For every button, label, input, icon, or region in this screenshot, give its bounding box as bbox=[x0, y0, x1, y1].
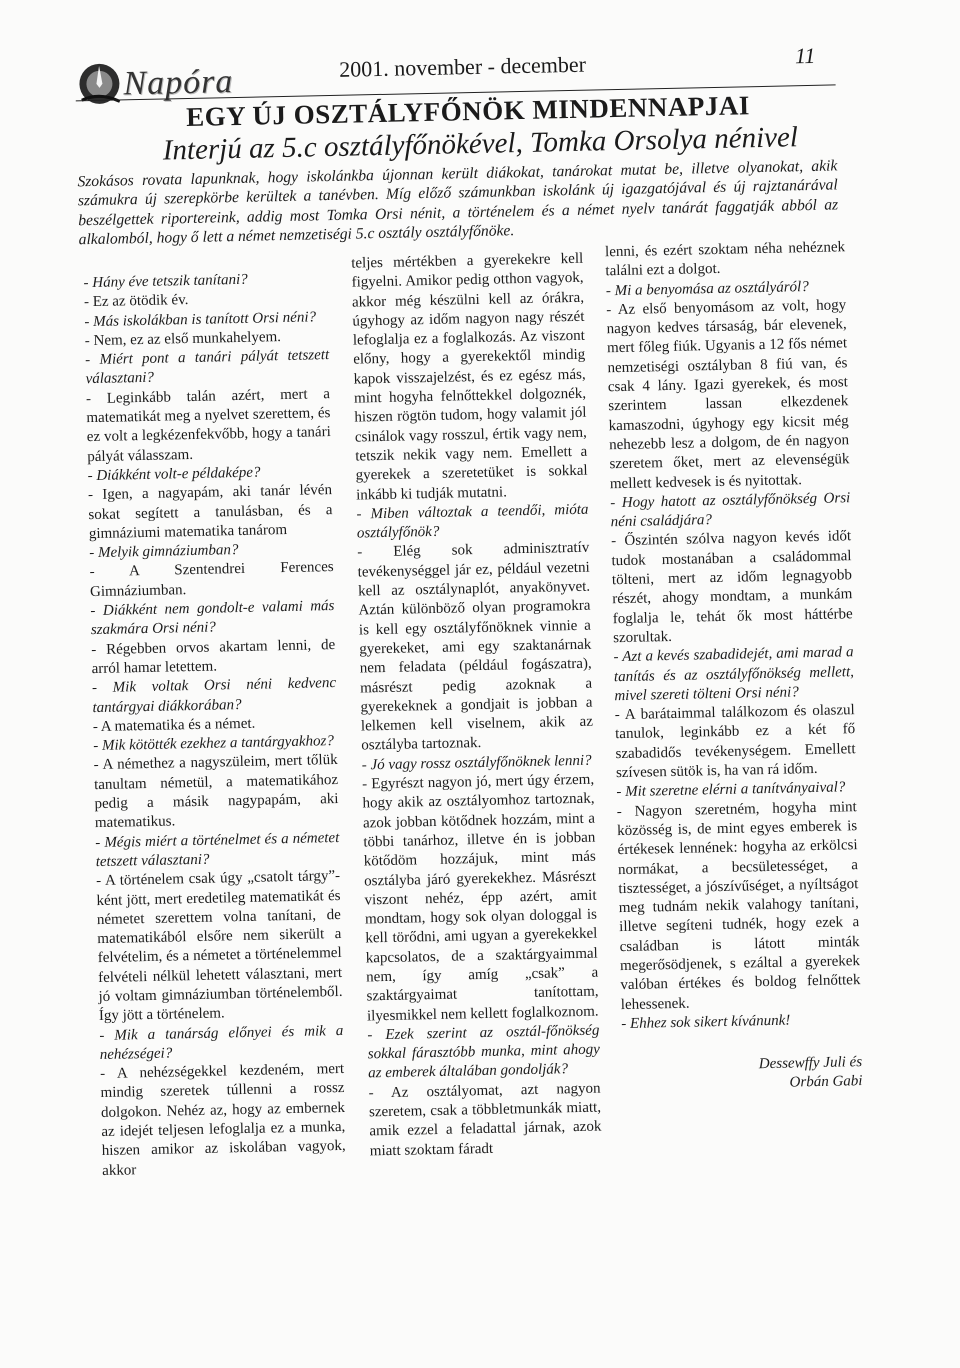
interview-question: - Mik kötötték ezekhez a tantárgyakhoz? bbox=[93, 733, 335, 755]
interview-column-3 bbox=[605, 238, 863, 1097]
interview-answer: lenni, és ezért szoktam néha nehéznek találni ezt a dolgot. bbox=[604, 239, 846, 280]
interview-question: - Mi a benyomása az osztályáról? bbox=[605, 278, 809, 299]
interview-answer: - Igen, a nagyapám, aki tanár lévén sokat segített a tanulásban, és a gimnáziumi matematika tanárom bbox=[87, 482, 333, 543]
interview-question: - Más iskolákban is tanított Orsi néni? bbox=[84, 308, 317, 330]
interview-answer: - Ez az ötödik év. bbox=[83, 292, 189, 311]
interview-question: - Hogy hatott az osztályfőnökség Orsi néni családjára? bbox=[610, 490, 851, 531]
interview-column-2 bbox=[351, 250, 602, 1162]
interview-question: - Jó vagy rossz osztályfőnöknek lenni? bbox=[361, 752, 592, 774]
sundial-logo-icon bbox=[75, 57, 124, 110]
interview-question: - Melyik gimnáziumban? bbox=[89, 542, 239, 562]
author-signature bbox=[622, 1053, 863, 1097]
interview-answer: - Nem, ez az első munkahelyem. bbox=[84, 328, 282, 350]
interview-answer: - Leginkább talán azért, mert a matematikát meg a nyelvet szerettem, és ez volt a legkézenfekvőbb, hogy a tanári pályát válasszam. bbox=[85, 385, 331, 465]
interview-answer: - A barátaimmal találkozom és olaszul tanulok, leginkább ez a két fő szabadidős tevékenységem. Emellett szívesen sütök is, ha van rá időm. bbox=[614, 702, 856, 782]
interview-answer: - Nagyon szeretném, hogyha mint közösség is, de mint egyes emberek is értékesek lennének: hogyha az erkölcsi normákat, a becsületességet, a tisztességet, a jószívűséget, a nyíltságot meg tudnám nekik valahogy tanítani, illetve segíteni tudnék, hogy ezek a családban is látott minták megerősödjenek, s ezáltal a gyerekek valóban értékes és boldog felnőttek lehessenek. bbox=[616, 798, 861, 1013]
logo-wordmark: Napóra bbox=[123, 63, 234, 103]
interview-question: - Ehhez sok sikert kívánunk! bbox=[621, 1012, 791, 1032]
interview-answer: - Régebben orvos akartam lenni, de arról hamar letettem. bbox=[91, 636, 336, 678]
interview-question: - Mik a tanárság előnyei és mik a nehézségei? bbox=[99, 1022, 344, 1063]
article-subtitle: Interjú az 5.c osztályfőnökével, Tomka Orsolya nénivel bbox=[162, 121, 799, 167]
interview-answer: - Egyrészt nagyon jó, mert úgy érzem, hogy akik az osztályomhoz tartoznak, azok jobban kötődnek hozzám, mint a többi tanárhoz, illetve én is jobban kötődöm hozzájuk, mint más osztályba járó gyerekekhez. Másrészt viszont nehéz, épp azért, amit mondtam, hogy sok olyan dologgal is kell törődni, ami ugyan a gyerekekkel kapcsolatos, de a szaktárgyaimmal nem, így amíg „csak” a szaktárgyaimat tanítottam, ilyesmikkel nem kellett foglalkoznom. bbox=[361, 771, 599, 1025]
interview-answer: - Az osztályomat, azt nagyon szeretem, csak a többletmunkák miatt, amik ezzel a feladattal járnak, azok miatt szoktam fáradt bbox=[368, 1080, 602, 1160]
interview-question: - Hány éve tetszik tanítani? bbox=[83, 271, 248, 292]
interview-question: - Miért pont a tanári pályát tetszett választani? bbox=[85, 347, 330, 388]
article-intro: Szokásos rovata lapunknak, hogy iskolánkba újonnan került diákokat, tanárokat mutat be, illetve olyanokat, akik számukra új szerepkörbe kerültek a tanévben. Míg előző számunkban iskolánk új igazgatójával és új rajztanárával beszélgettek riportereink, addig most Tomka Orsi nénit, a történelem és a német nyelv tanárát faggatják abból az alkalomból, hogy ő lett a német nemzetiségi 5.c osztály osztályfőnöke. bbox=[77, 157, 839, 249]
interview-answer: - Elég sok adminisztratív tevékenységgel jár ez, például vezetni kell az osztálynaplót, anyakönyvet. Aztán különböző olyan programokra is kell egy osztályfőnöknek vinnie a gyerekeket, ami egy szaktanárnak nem feladata (például fogászatra), másrészt pedig azoknak a gyerekeknek a gondjait is jobban a lelkemen kell viselnem, akik az osztályba tartoznak. bbox=[357, 540, 594, 754]
interview-question: - Mik voltak Orsi néni kedvenc tantárgyai diákkorában? bbox=[91, 675, 337, 716]
interview-question: - Diákként volt-e példaképe? bbox=[87, 464, 261, 485]
interview-question: - Azt a kevés szabadidejét, ami marad a tanítás és az osztályfőnökség mellett, mivel szereti tölteni Orsi néni? bbox=[613, 644, 855, 705]
interview-question: - Miben változtak a teendői, mióta osztályfőnök? bbox=[356, 501, 589, 542]
interview-answer: - Az első benyomásom az volt, hogy nagyon kedves társaság, bár elevenek, mert főleg fiúk. Ugyanis a 12 fős német nemzetiségi osztályban 8 fiú van, és csak 4 lány. Igazi gyerekek, és most szerintem lassan elkezdenek kamaszodni, úgyhogy egy kicsit még nehezebb lesz a dolgom, de én nagyon szeretem őket, mert az elevenségük mellett kedvesek is és nyitottak. bbox=[606, 297, 850, 492]
interview-column-1 bbox=[83, 269, 346, 1181]
interview-question: - Mit szeretne elérni a tanítványaival? bbox=[616, 779, 846, 801]
interview-question: - Diákként nem gondolt-e valami más szakmára Orsi néni? bbox=[90, 598, 335, 639]
author-line-1: Dessewffy Juli és bbox=[758, 1054, 863, 1073]
issue-date: 2001. november - december bbox=[338, 51, 587, 82]
interview-answer: - A némethez a nagyszüleim, mert tőlük tanultam németül, a matematikához pedig a másik nagypapám, aki matematikus. bbox=[93, 752, 339, 832]
interview-answer: - A matematika és a német. bbox=[92, 715, 256, 735]
interview-answer: - A Szentendrei Ferences Gimnáziumban. bbox=[89, 559, 334, 600]
interview-answer: teljes mértékben a gyerekekre kell figyelni. Amikor pedig otthon vagyok, akkor még készülni kell az órákra, úgyhogy az időm nagyon nagy részét lefoglalja ez a foglalkozás. Az viszont előny, hogy a gyerekektől mindig kapok visszajelzést, és ez egész más, mint hogyha felnőttekkel dolgoznék, hiszen rögtön tudom, hogy valamit jól csinálok vagy rosszul, értik vagy nem, tetszik nekik vagy nem. Emellett a gyerekek a szeretetüket is sokkal inkább ki tudják mutatni. bbox=[351, 250, 588, 504]
article-title: EGY ÚJ OSZTÁLYFŐNÖK MINDENNAPJAI bbox=[185, 90, 751, 133]
interview-answer: - Őszintén szólva nagyon kevés időt tudok mostanában a családommal tölteni, mert az időm legnagyobb részét, ahogy mondtam, a munkám foglalja le, tehát ők most háttérbe szorultak. bbox=[610, 528, 853, 647]
interview-question: - Ezek szerint az osztál-főnökség sokkal fárasztóbb munka, mint ahogy az emberek általában gondolják? bbox=[367, 1022, 600, 1082]
interview-answer: - A történelem csak úgy „csatolt tárgy”-ként jött, mert eredetileg matematikát és németet szerettem volna tanítani, de matematikából elsőre nem sikerült a felvételim, és a németet a történelemmel felvételi nélkül lehetett választani, mert jó voltam gimnáziumban történelemből. Így jött a történelem. bbox=[95, 868, 343, 1025]
page-number: 11 bbox=[794, 42, 816, 69]
author-line-2: Orbán Gabi bbox=[789, 1073, 863, 1092]
interview-answer: - A nehézségekkel kezdeném, mert mindig szeretek túllenni a rossz dolgokon. Nehéz az, hogy az embernek az idejét teljesen lefoglalja ez a munka, hiszen amikor az iskolában vagyok, akkor bbox=[100, 1061, 346, 1179]
interview-question: - Mégis miért a történelmet és a németet tetszett választani? bbox=[95, 829, 340, 870]
